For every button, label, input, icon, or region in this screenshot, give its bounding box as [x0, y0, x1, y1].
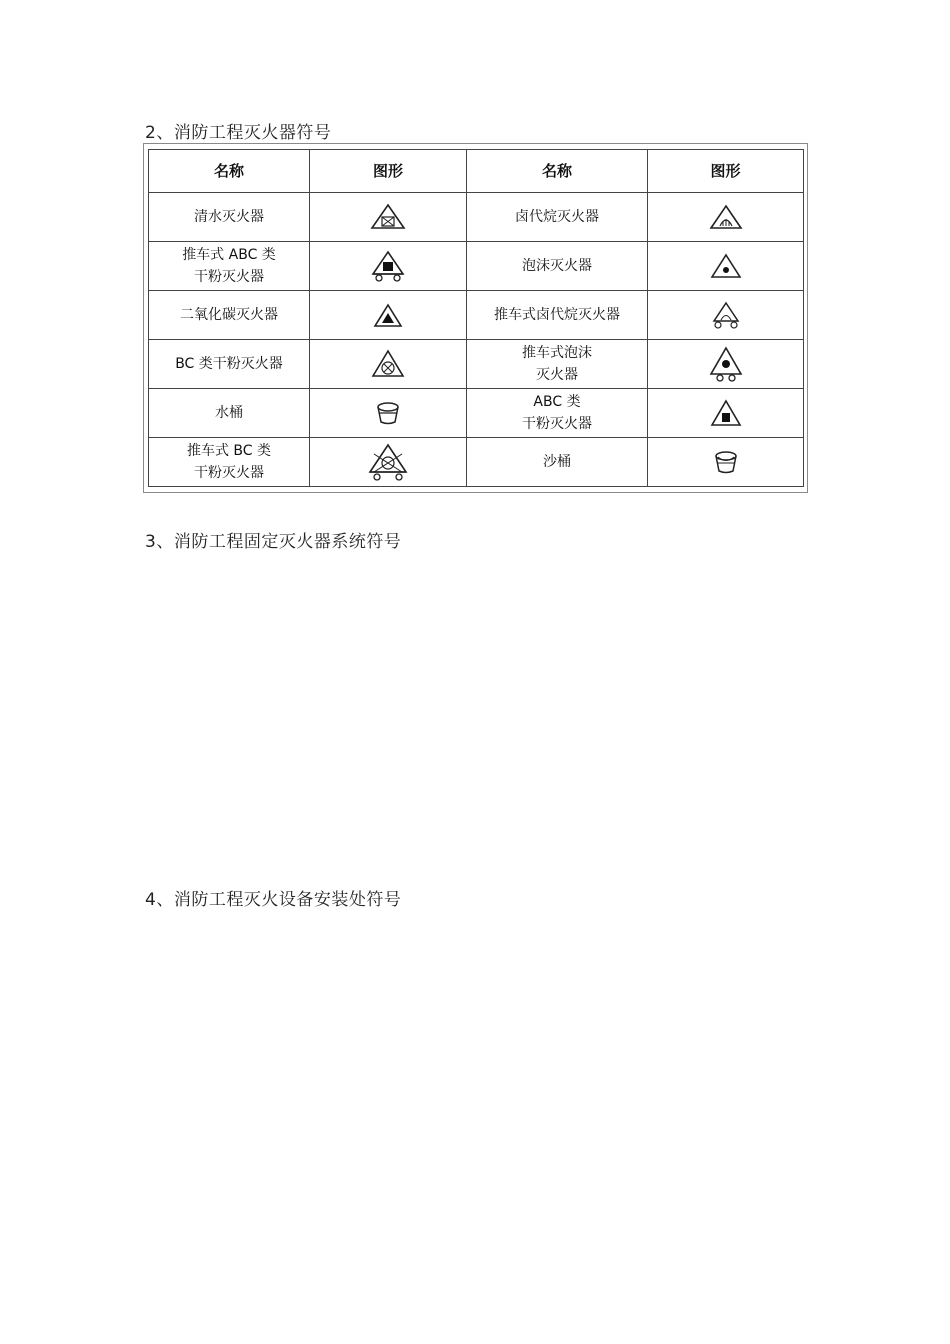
name-text: 二氧化碳灭火器: [180, 307, 278, 323]
table-row: [149, 340, 804, 389]
name-text: 卤代烷灭火器: [515, 209, 599, 225]
name-text-line-1: 推车式泡沫: [522, 345, 592, 361]
section-heading-extinguisher-symbols: 2、消防工程灭火器符号: [145, 123, 332, 143]
table-row: [149, 438, 804, 487]
triangle-cross-icon: [368, 202, 408, 232]
name-text: 泡沫灭火器: [522, 258, 592, 274]
table-header-row: [149, 150, 804, 193]
symbol-cell: [310, 438, 467, 487]
triangle-circle-cross-wheels-icon: [364, 442, 412, 482]
name-cell: [467, 242, 648, 291]
symbol-cell: [310, 389, 467, 438]
name-text-line-2: 干粉灭火器: [522, 416, 592, 432]
name-cell: [149, 438, 310, 487]
symbol-cell: [648, 193, 804, 242]
name-text-line-2: 干粉灭火器: [194, 465, 264, 481]
name-cell: [467, 193, 648, 242]
symbol-cell: [310, 193, 467, 242]
triangle-halon-icon: [706, 202, 746, 232]
table-row: [149, 193, 804, 242]
symbol-cell: [310, 291, 467, 340]
symbol-cell: [648, 389, 804, 438]
name-cell: [467, 438, 648, 487]
table-row: [149, 389, 804, 438]
name-text: BC 类干粉灭火器: [175, 356, 283, 372]
triangle-square-icon: [706, 398, 746, 428]
name-text: 推车式卤代烷灭火器: [494, 307, 620, 323]
name-cell: [149, 193, 310, 242]
symbol-table-frame: [143, 143, 808, 493]
triangle-filled-icon: [368, 300, 408, 330]
triangle-square-wheels-icon: [368, 249, 408, 283]
header-symbol-2: 图形: [648, 150, 804, 193]
name-cell: [467, 389, 648, 438]
name-cell: [149, 340, 310, 389]
name-cell: [149, 242, 310, 291]
name-cell: [149, 389, 310, 438]
name-text-line-2: 干粉灭火器: [194, 269, 264, 285]
name-text: 水桶: [215, 405, 243, 421]
name-text-line-1: ABC 类: [533, 394, 581, 410]
triangle-circle-cross-icon: [368, 348, 408, 380]
symbol-table: [148, 149, 804, 487]
symbol-cell: [648, 242, 804, 291]
triangle-dot-wheels-icon: [706, 345, 746, 383]
triangle-dot-icon: [706, 251, 746, 281]
section-heading-fixed-system-symbols: 3、消防工程固定灭火器系统符号: [145, 532, 402, 552]
section-heading-installation-symbols: 4、消防工程灭火设备安装处符号: [145, 890, 402, 910]
symbol-cell: [310, 242, 467, 291]
name-cell: [467, 291, 648, 340]
symbol-cell: [648, 438, 804, 487]
name-text-line-1: 推车式 BC 类: [186, 443, 272, 459]
header-symbol-1: 图形: [310, 150, 467, 193]
header-name-1: 名称: [149, 150, 310, 193]
triangle-halon-wheels-icon: [706, 299, 746, 331]
header-name-2: 名称: [467, 150, 648, 193]
name-cell: [149, 291, 310, 340]
table-row: [149, 242, 804, 291]
name-text-line-1: 推车式 ABC 类: [182, 247, 276, 263]
name-text: 沙桶: [543, 454, 571, 470]
table-row: [149, 291, 804, 340]
symbol-cell: [310, 340, 467, 389]
name-cell: [467, 340, 648, 389]
symbol-cell: [648, 291, 804, 340]
bucket-icon: [368, 399, 408, 427]
sand-bucket-icon: [706, 448, 746, 476]
symbol-cell: [648, 340, 804, 389]
name-text: 清水灭火器: [194, 209, 264, 225]
name-text-line-2: 灭火器: [536, 367, 578, 383]
